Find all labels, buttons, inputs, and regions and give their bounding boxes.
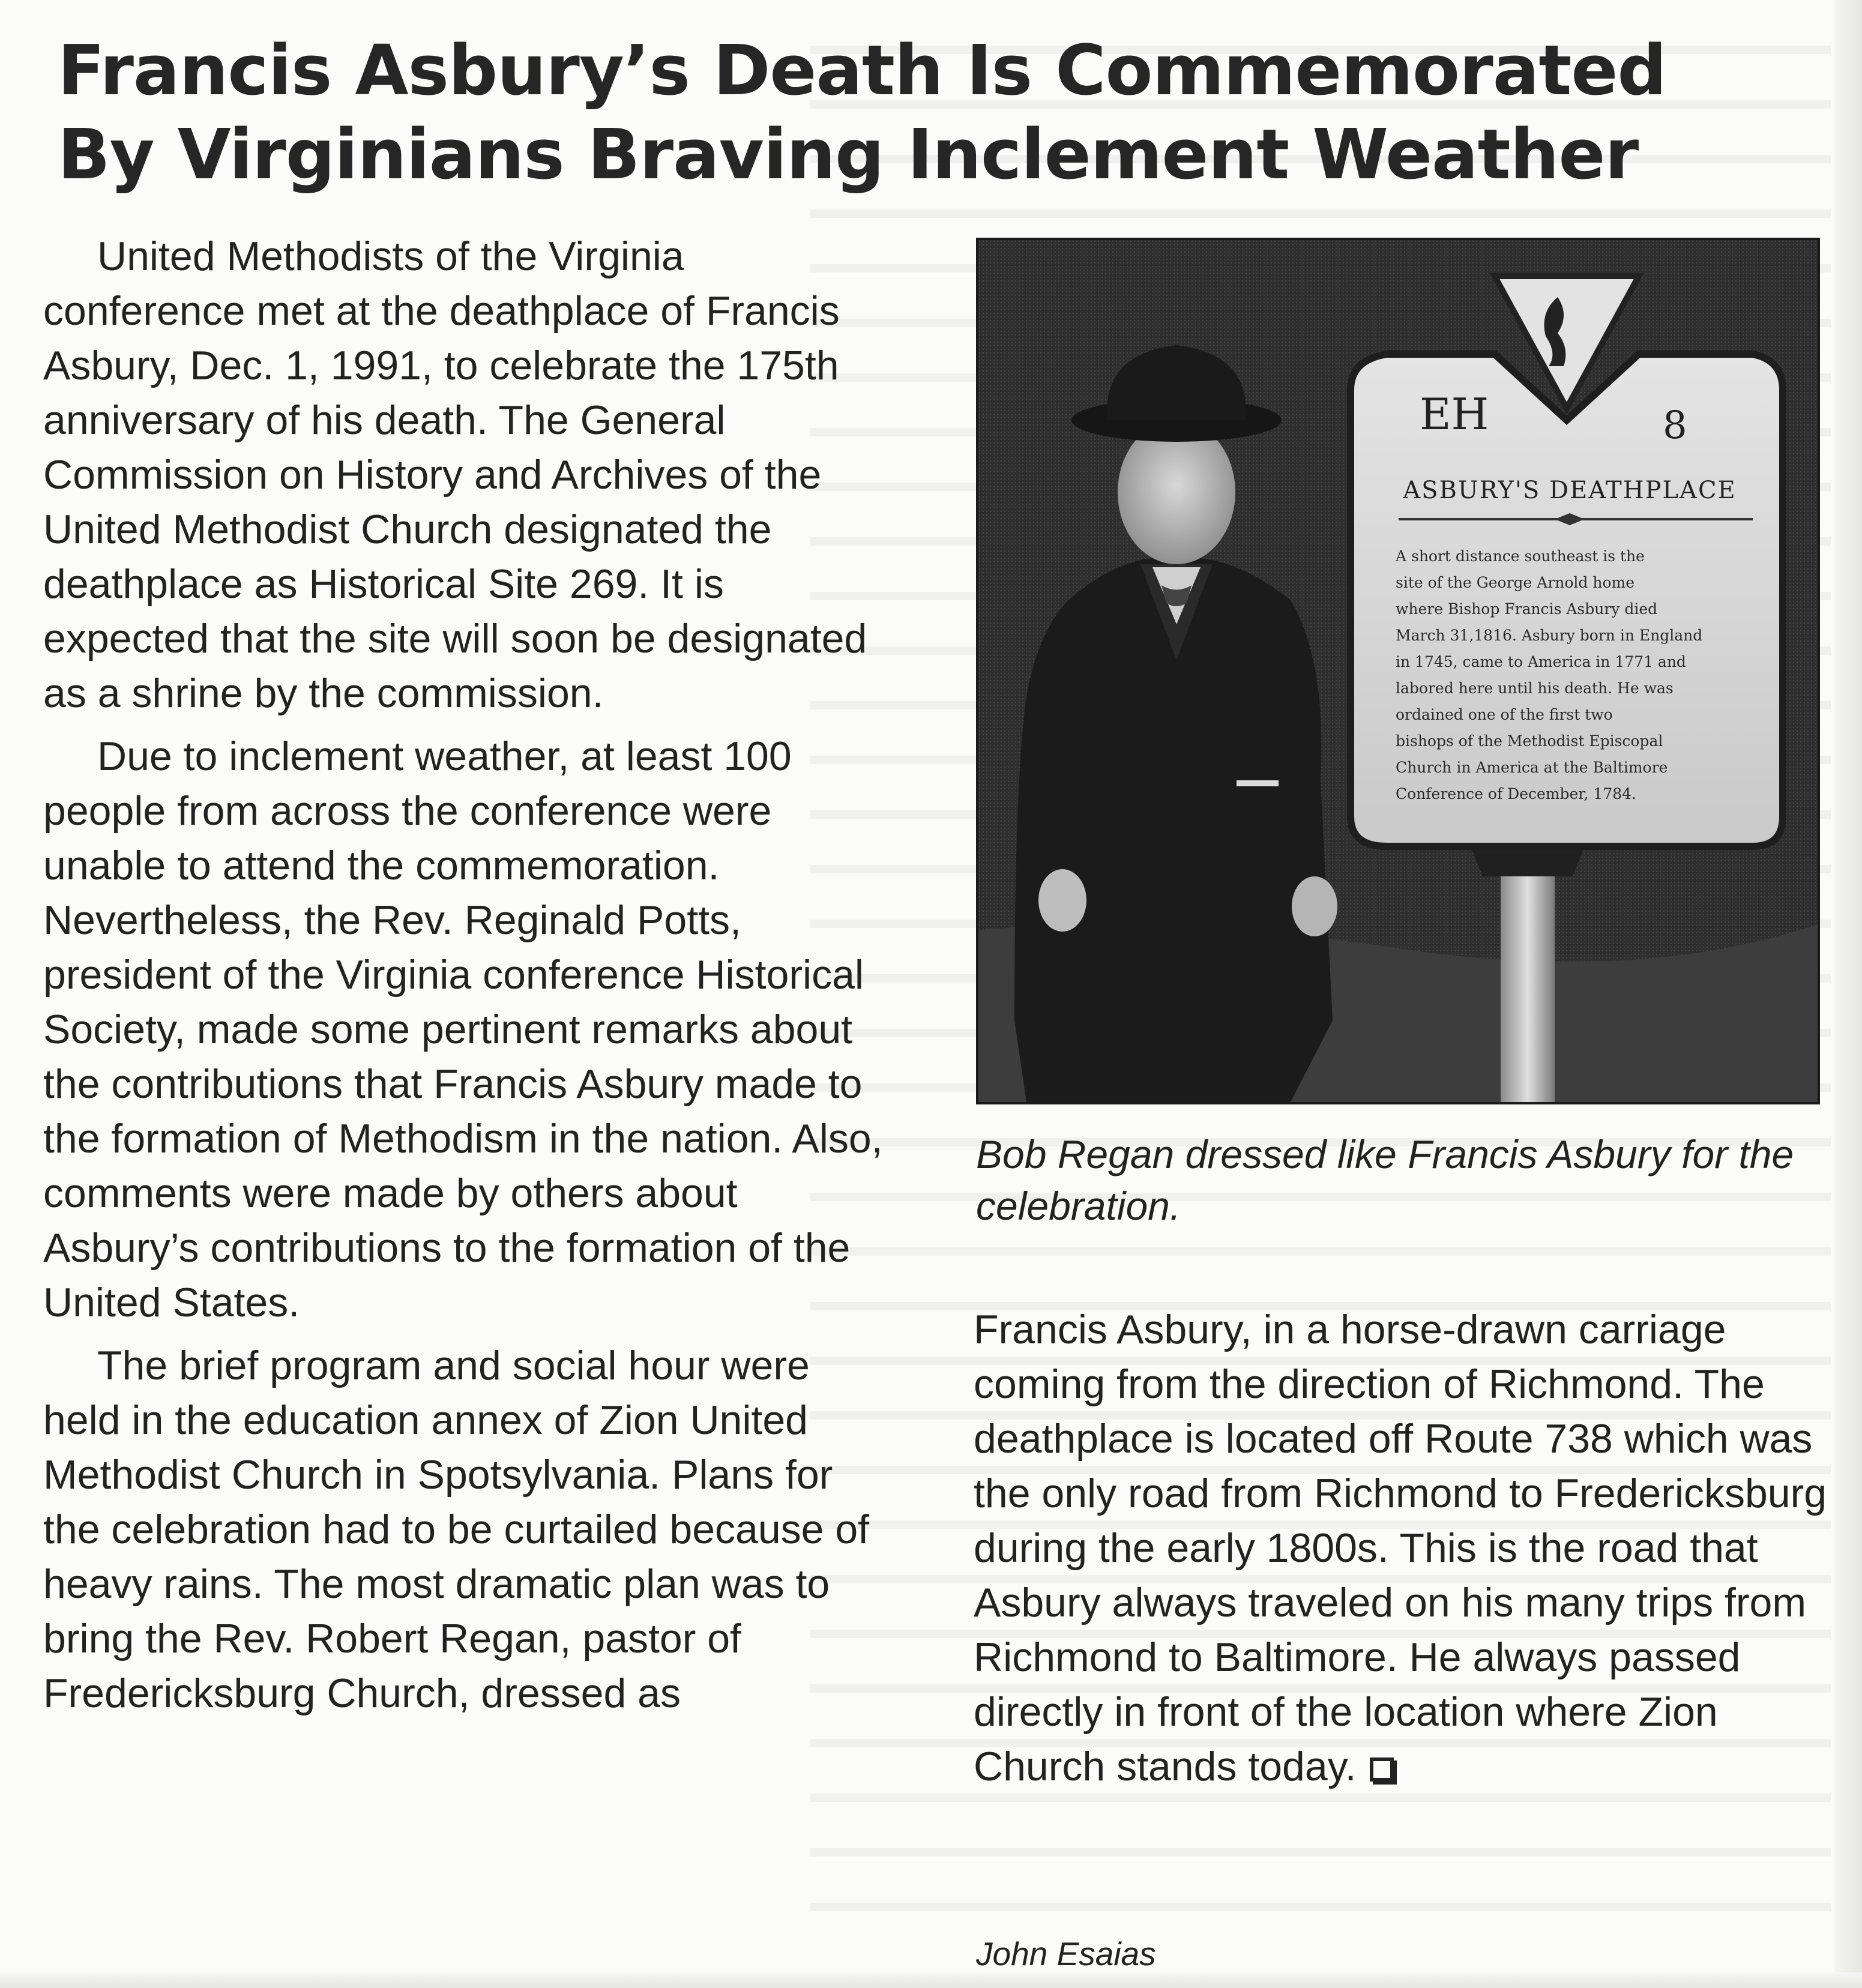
headline-line-2: By Virginians Braving Inclement Weather <box>58 115 1639 195</box>
end-of-article-icon <box>1370 1758 1394 1782</box>
marker-text-line: in 1745, came to America in 1771 and <box>1396 653 1686 670</box>
photo-caption: Bob Regan dressed like Francis Asbury for the celebration. <box>976 1132 1794 1228</box>
article-paragraph: United Methodists of the Virginia conference met at the deathplace of Francis Asbury, Dec. 1, 1991, to celebrate the 175th anniversary of his death. The General Commission on History and Archives of the United Methodist Church designated the deathplace as Historical Site 269. It is expected that the site will soon be designated as a shrine by the commission. <box>43 233 867 716</box>
article-paragraph: The brief program and social hour were held in the education annex of Zion United Methodist Church in Spotsylvania. Plans for the celebration had to be curtailed because of heavy rains. The most dramatic plan was to bring the Rev. Robert Regan, pastor of Fredericksburg Church, dressed as <box>43 1343 870 1716</box>
marker-text-line: Church in America at the Baltimore <box>1396 759 1668 776</box>
article-photo <box>976 238 1820 1104</box>
photo-illustration <box>978 240 1818 1102</box>
article-continuation <box>974 1303 1850 1794</box>
sign-post <box>1501 852 1555 1102</box>
marker-code-left: EH <box>1420 389 1489 439</box>
marker-text-line: Conference of December, 1784. <box>1396 785 1636 803</box>
byline: John Esaias <box>976 1935 1156 1972</box>
marker-text-line: site of the George Arnold home <box>1396 574 1635 591</box>
article-body-right-column <box>974 1303 1850 1794</box>
article-body-left-column <box>43 229 890 1729</box>
article-paragraph: Due to inclement weather, at least 100 people from across the conference were unable to attend the commemoration. Nevertheless, the Rev. Reginald Potts, president of the Virginia conference Historical Society, made some pertinent remarks about the contributions that Francis Asbury made to the formation of Methodism in the nation. Also, comments were made by others about Asbury’s contributions to the formation of the United States. <box>43 733 883 1325</box>
marker-code-right: 8 <box>1663 403 1687 448</box>
continuation-text: Francis Asbury, in a horse-drawn carriage coming from the direction of Richmond. The deathplace is located off Route 738 which was the only road from Richmond to Fredericksburg during the early 1800s. This is the road that Asbury always traveled on his many trips from Richmond to Baltimore. He always passed directly in front of the location where Zion Church stands today. <box>974 1307 1827 1789</box>
marker-text-line: ordained one of the first two <box>1396 706 1613 723</box>
marker-text-line: bishops of the Methodist Episcopal <box>1396 732 1663 750</box>
clipping-edge-bottom <box>0 1972 1862 1988</box>
marker-title: ASBURY'S DEATHPLACE <box>1403 477 1737 504</box>
marker-text-line: where Bishop Francis Asbury died <box>1396 600 1658 618</box>
marker-text-line: A short distance southeast is the <box>1396 547 1645 565</box>
marker-text-line: labored here until his death. He was <box>1396 679 1674 697</box>
marker-text-line: March 31,1816. Asbury born in England <box>1396 627 1703 644</box>
headline-line-1: Francis Asbury’s Death Is Commemorated <box>58 31 1666 111</box>
headline <box>58 29 1798 197</box>
clipping-edge-right <box>1834 0 1862 1988</box>
